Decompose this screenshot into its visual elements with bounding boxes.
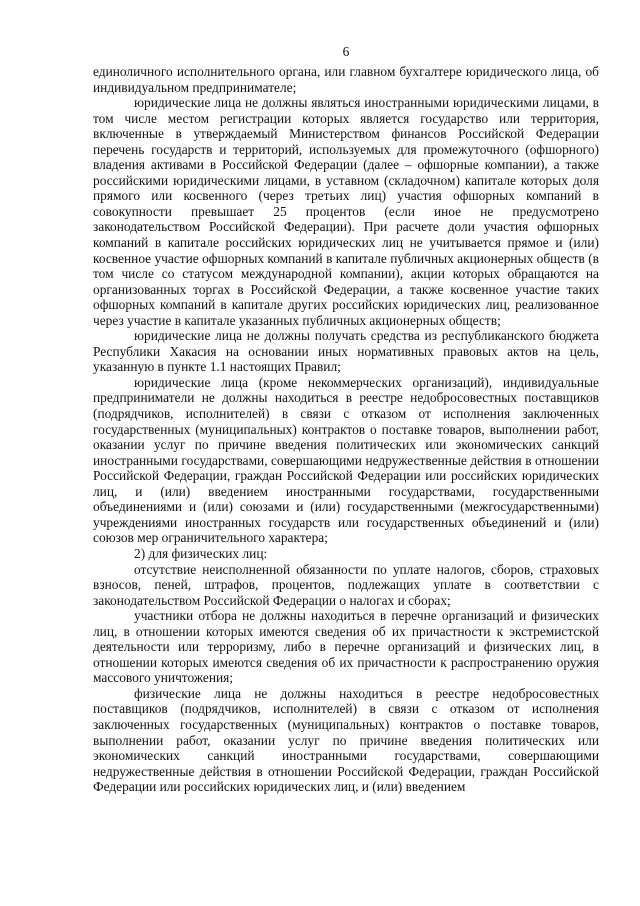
paragraph-7: участники отбора не должны находиться в перечне организаций и физических лиц, в отношении которых имеются сведения об их причастности к экстремистской деятельности или терроризму, либо в перечне организаций и физических лиц, в отношении которых имеются сведения об их причастности к распространению оружия массового уничтожения;: [93, 608, 599, 686]
page-number: 6: [342, 44, 350, 59]
paragraph-5: 2) для физических лиц:: [134, 545, 268, 561]
paragraph-1: единоличного исполнительного органа, или главном бухгалтере юридического лица, об индивидуальном предпринимателе;: [93, 64, 599, 95]
paragraph-8: физические лица не должны находиться в реестре недобросовестных поставщиков (подрядчиков, исполнителей) в связи с отказом от исполнения заключенных государственных (муниципальных) контрактов о поставке товаров, выполнении работ, оказании услуг по причине введения политических или экономических санкций иностранными государствами, совершающими недружественные действия в отношении Российской Федерации, граждан Российской Федерации или российских юридических лиц, и (или) введением: [93, 685, 599, 795]
paragraph-6: отсутствие неисполненной обязанности по уплате налогов, сборов, страховых взносов, пеней, штрафов, процентов, подлежащих уплате в соответствии с законодательством Российской Федерации о налогах и сборах;: [93, 561, 599, 608]
paragraph-2: юридические лица не должны являться иностранными юридическими лицами, в том числе местом регистрации которых является государство или территория, включенные в утверждаемый Министерством финансов Российской Федерации перечень государств и территорий, используемых для промежуточного (офшорного) владения активами в Российской Федерации (далее – офшорные компании), а также российскими юридическими лицами, в уставном (складочном) капитале которых доля прямого или косвенного (через третьих лиц) участия офшорных компаний в совокупности превышает 25 процентов (если иное не предусмотрено законодательством Российской Федерации). При расчете доли участия офшорных компаний в капитале российских юридических лиц не учитывается прямое и (или) косвенное участие офшорных компаний в капитале публичных акционерных обществ (в том числе со статусом международной компании), акции которых обращаются на организованных торгах в Российской Федерации, а также косвенное участие таких офшорных компаний в капитале других российских юридических лиц, реализованное через участие в капитале указанных публичных акционерных обществ;: [93, 95, 599, 328]
paragraph-3: юридические лица не должны получать средства из республиканского бюджета Республики Хакасия на основании иных нормативных правовых актов на цель, указанную в пункте 1.1 настоящих Правил;: [93, 328, 599, 375]
document-page: [93, 44, 599, 795]
paragraph-4: юридические лица (кроме некоммерческих организаций), индивидуальные предприниматели не должны находиться в реестре недобросовестных поставщиков (подрядчиков, исполнителей) в связи с отказом от исполнения заключенных государственных (муниципальных) контрактов о поставке товаров, выполнении работ, оказании услуг по причине введения политических или экономических санкций иностранными государствами, совершающими недружественные действия в отношении Российской Федерации, граждан Российской Федерации или российских юридических лиц, и (или) введением иностранными государствами, государственными объединениями и (или) союзами и (или) государственными (межгосударственными) учреждениями иностранных государств или государственных объединений и (или) союзов мер ограничительного характера;: [93, 374, 599, 546]
